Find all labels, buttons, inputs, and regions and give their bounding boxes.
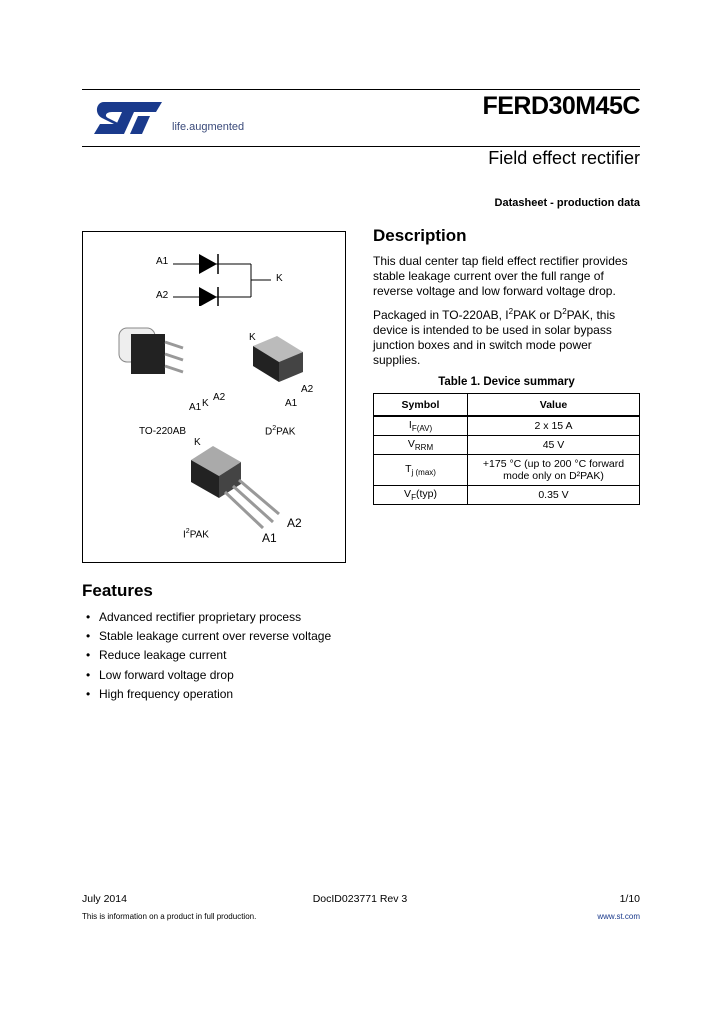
circuit-diagram bbox=[153, 246, 293, 306]
description-paragraph-1: This dual center tap field effect rectifier provides stable leakage current over the full range of reverse voltage and low forward voltage drop. bbox=[373, 254, 628, 298]
header-bottom-rule bbox=[82, 146, 640, 147]
table-caption: Table 1. Device summary bbox=[438, 376, 575, 388]
d2pak-pin-k: K bbox=[249, 332, 256, 343]
to220ab-package-icon bbox=[113, 324, 193, 394]
d2pak-pin-a2: A2 bbox=[301, 384, 314, 395]
footer-date: July 2014 bbox=[82, 893, 127, 905]
footer-url-link[interactable]: www.st.com bbox=[597, 912, 640, 921]
part-number: FERD30M45C bbox=[482, 92, 640, 120]
device-summary-table bbox=[373, 393, 640, 505]
table-row bbox=[374, 486, 640, 505]
i2pak-package-name: $I^2PAK$ bbox=[183, 528, 209, 541]
to220-pin-a1: A1 bbox=[189, 402, 202, 413]
circuit-label-a2: A2 bbox=[156, 290, 169, 301]
features-heading: Features bbox=[82, 581, 153, 600]
datasheet-status: Datasheet - production data bbox=[494, 197, 640, 209]
i2pak-pin-a2: A2 bbox=[287, 516, 302, 530]
header-top-rule bbox=[82, 89, 640, 90]
table-cell-value: 45 V bbox=[468, 436, 640, 455]
st-logo-icon bbox=[90, 98, 170, 138]
circuit-label-a1: A1 bbox=[156, 256, 169, 267]
table-cell-value: 0.35 V bbox=[468, 486, 640, 505]
circuit-label-k: K bbox=[276, 273, 283, 284]
to220-pin-k: K bbox=[202, 398, 209, 409]
table-cell-symbol: $T_{j (max)}$ bbox=[374, 455, 468, 486]
table-cell-value: 2 x 15 A bbox=[468, 416, 640, 436]
description-paragraph-2: Packaged in TO-220AB, $I^2PAK$ or $D^2PAK$, this device is intended to be used in solar bypass junction boxes and in switch mode power supplies. bbox=[373, 307, 616, 367]
i2pak-pin-k: K bbox=[194, 437, 201, 448]
table-row bbox=[374, 455, 640, 486]
table-cell-symbol: $I_{F(AV)}$ bbox=[374, 416, 468, 436]
i2pak-pin-a1: A1 bbox=[262, 531, 277, 545]
table-cell-symbol: $V_F(typ)$ bbox=[374, 486, 468, 505]
i2pak-package-icon bbox=[183, 442, 293, 532]
description-heading: Description bbox=[373, 226, 467, 245]
table-cell-value: +175 °C (up to 200 °C forward mode only on D²PAK) bbox=[468, 455, 640, 486]
table-cell-symbol: $V_{RRM}$ bbox=[374, 436, 468, 455]
d2pak-pin-a1: A1 bbox=[285, 398, 298, 409]
brand-tagline: life.augmented bbox=[172, 121, 245, 133]
table-header-row bbox=[374, 394, 640, 417]
to220-package-name: TO-220AB bbox=[139, 426, 187, 437]
table-row bbox=[374, 436, 640, 455]
page-title: Field effect rectifier bbox=[488, 148, 640, 168]
footer-note: This is information on a product in full production. bbox=[82, 912, 257, 921]
footer-page-number: 1/10 bbox=[619, 893, 640, 905]
table-header-value: Value bbox=[468, 394, 640, 417]
package-figure bbox=[82, 231, 346, 563]
d2pak-package-name: $D^2PAK$ bbox=[265, 425, 296, 438]
to220-pin-a2: A2 bbox=[213, 392, 226, 403]
table-row bbox=[374, 416, 640, 436]
footer-doc-id: DocID023771 Rev 3 bbox=[312, 893, 408, 905]
table-header-symbol: Symbol bbox=[374, 394, 468, 417]
